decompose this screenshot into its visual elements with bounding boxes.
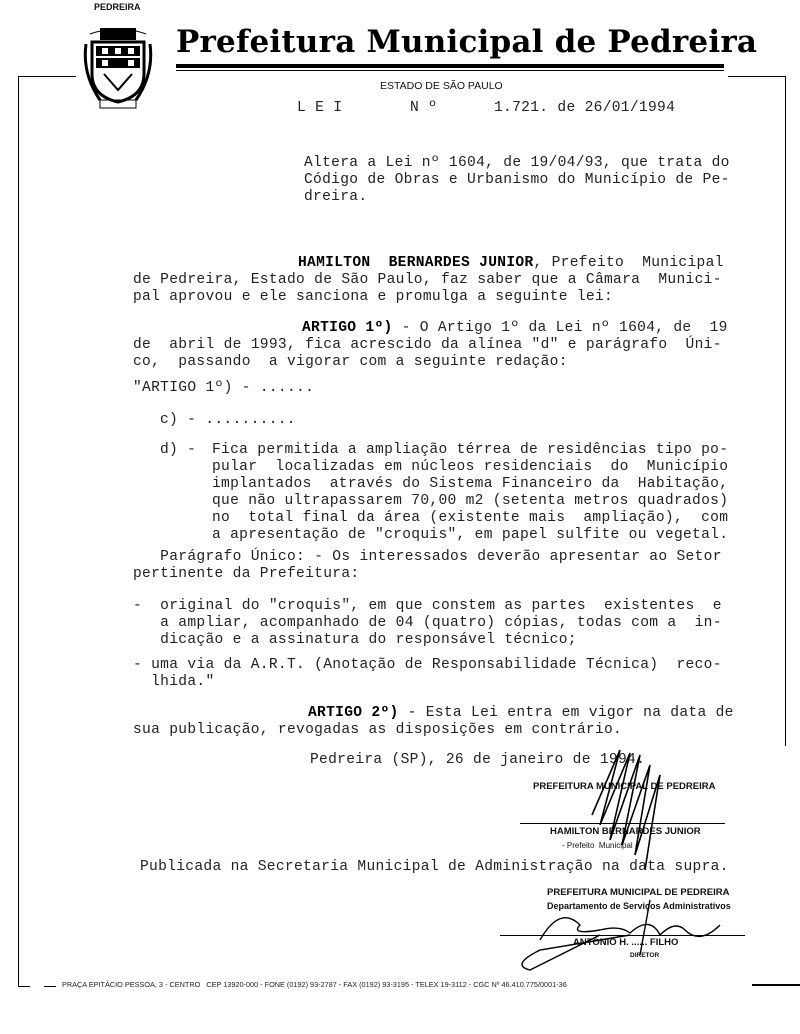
law-label: L E I: [297, 100, 343, 116]
requirement-line: - uma via da A.R.T. (Anotação de Responsabilidade Técnica) reco-: [133, 657, 722, 673]
item-d-line: Fica permitida a ampliação térrea de residências tipo po-: [212, 442, 729, 458]
requirement-line: a ampliar, acompanhado de 04 (quatro) cópias, todas com a in-: [133, 615, 722, 631]
signature2-stamp-department: Departamento de Serviços Administrativos: [547, 901, 731, 911]
preamble-text: , Prefeito Municipal: [533, 255, 724, 271]
preamble-line-1: [298, 255, 724, 271]
item-d-line: que não ultrapassarem 70,00 m2 (setenta metros quadrados): [212, 493, 729, 509]
paragrafo-unico-line: Parágrafo Único: - Os interessados deverão apresentar ao Setor: [133, 549, 722, 565]
requirement-line: - original do "croquis", em que constem as partes existentes e: [133, 598, 722, 614]
paragrafo-unico-line: pertinente da Prefeitura:: [133, 566, 360, 582]
signature1-name: HAMILTON BERNARDES JUNIOR: [550, 826, 701, 837]
artigo1-line: de abril de 1993, fica acrescido da alínea "d" e parágrafo Úni-: [133, 337, 722, 353]
item-d-line: a apresentação de "croquis", em papel sulfite ou vegetal.: [212, 527, 729, 543]
item-d-line: implantados através do Sistema Financeiro da Habitação,: [212, 476, 729, 492]
artigo1-line-1: [302, 320, 728, 336]
law-number: 1.721. de 26/01/1994: [494, 100, 676, 116]
footer-dash-right: [752, 984, 800, 986]
summary-line: dreira.: [304, 189, 368, 205]
mayor-name: HAMILTON BERNARDES JUNIOR: [298, 255, 534, 271]
artigo2-line-1: [308, 705, 734, 721]
place-date: Pedreira (SP), 26 de janeiro de 1994.: [310, 752, 646, 768]
artigo1-line: co, passando a vigorar com a seguinte redação:: [133, 354, 568, 370]
artigo2-text: - Esta Lei entra em vigor na data de: [398, 705, 734, 721]
preamble-line: pal aprovou e ele sanciona e promulga a seguinte lei:: [133, 289, 614, 305]
signature2-role: DIRETOR: [630, 952, 660, 959]
requirement-line: dicação e a assinatura do responsável técnico;: [133, 632, 577, 648]
frame-bottom-left: [18, 986, 30, 987]
frame-left: [18, 76, 19, 986]
preamble-line: de Pedreira, Estado de São Paulo, faz saber que a Câmara Munici-: [133, 272, 722, 288]
quoted-article: "ARTIGO 1º) - ......: [133, 380, 315, 396]
page-title: Prefeitura Municipal de Pedreira: [176, 24, 758, 60]
publication-note: Publicada na Secretaria Municipal de Administração na data supra.: [140, 859, 729, 875]
signature1-handwriting: [590, 745, 670, 875]
footer-address: PRAÇA EPITÁCIO PESSOA, 3 - CENTRO CEP 13920-000 - FONE (0192) 93-2787 - FAX (0192) 93-3195 - TELEX 19-3112 - CGC Nº 46.410.775/0001-36: [62, 980, 567, 989]
signature2-handwriting: [500, 895, 740, 975]
item-d-line: no total final da área (existente mais ampliação), com: [212, 510, 729, 526]
frame-right: [785, 76, 786, 746]
coat-of-arms-logo: [80, 4, 156, 110]
signature2-name: ANTONIO H. ...... FILHO: [573, 937, 679, 948]
item-d-line: pular localizadas em núcleos residenciais do Município: [212, 459, 729, 475]
title-rule-thick: [176, 64, 724, 68]
signature1-role: - Prefeito Municipal -: [562, 841, 638, 850]
summary-line: Código de Obras e Urbanismo do Município de Pe-: [304, 172, 730, 188]
artigo2-line: sua publicação, revogadas as disposições em contrário.: [133, 722, 623, 738]
number-label: N º: [410, 100, 438, 116]
artigo1-label: ARTIGO 1º): [302, 320, 393, 336]
frame-top-right: [728, 76, 786, 77]
summary-line: Altera a Lei nº 1604, de 19/04/93, que trata do: [304, 155, 730, 171]
title-rule-thin: [176, 70, 724, 71]
requirement-line: lhida.": [133, 674, 215, 690]
state-name: ESTADO DE SÃO PAULO: [380, 80, 503, 92]
frame-top-left: [18, 76, 76, 77]
item-c: c) - ..........: [160, 412, 296, 428]
artigo2-label: ARTIGO 2º): [308, 705, 399, 721]
item-d-prefix: d) -: [160, 442, 206, 458]
signature2-stamp-title: PREFEITURA MUNICIPAL DE PEDREIRA: [547, 887, 730, 898]
logo-text: PEDREIRA: [94, 2, 141, 12]
signature1-stamp: PREFEITURA MUNICIPAL DE PEDREIRA: [533, 781, 716, 792]
artigo1-text: - O Artigo 1º da Lei nº 1604, de 19: [392, 320, 728, 336]
footer-dash-left: [44, 986, 56, 987]
